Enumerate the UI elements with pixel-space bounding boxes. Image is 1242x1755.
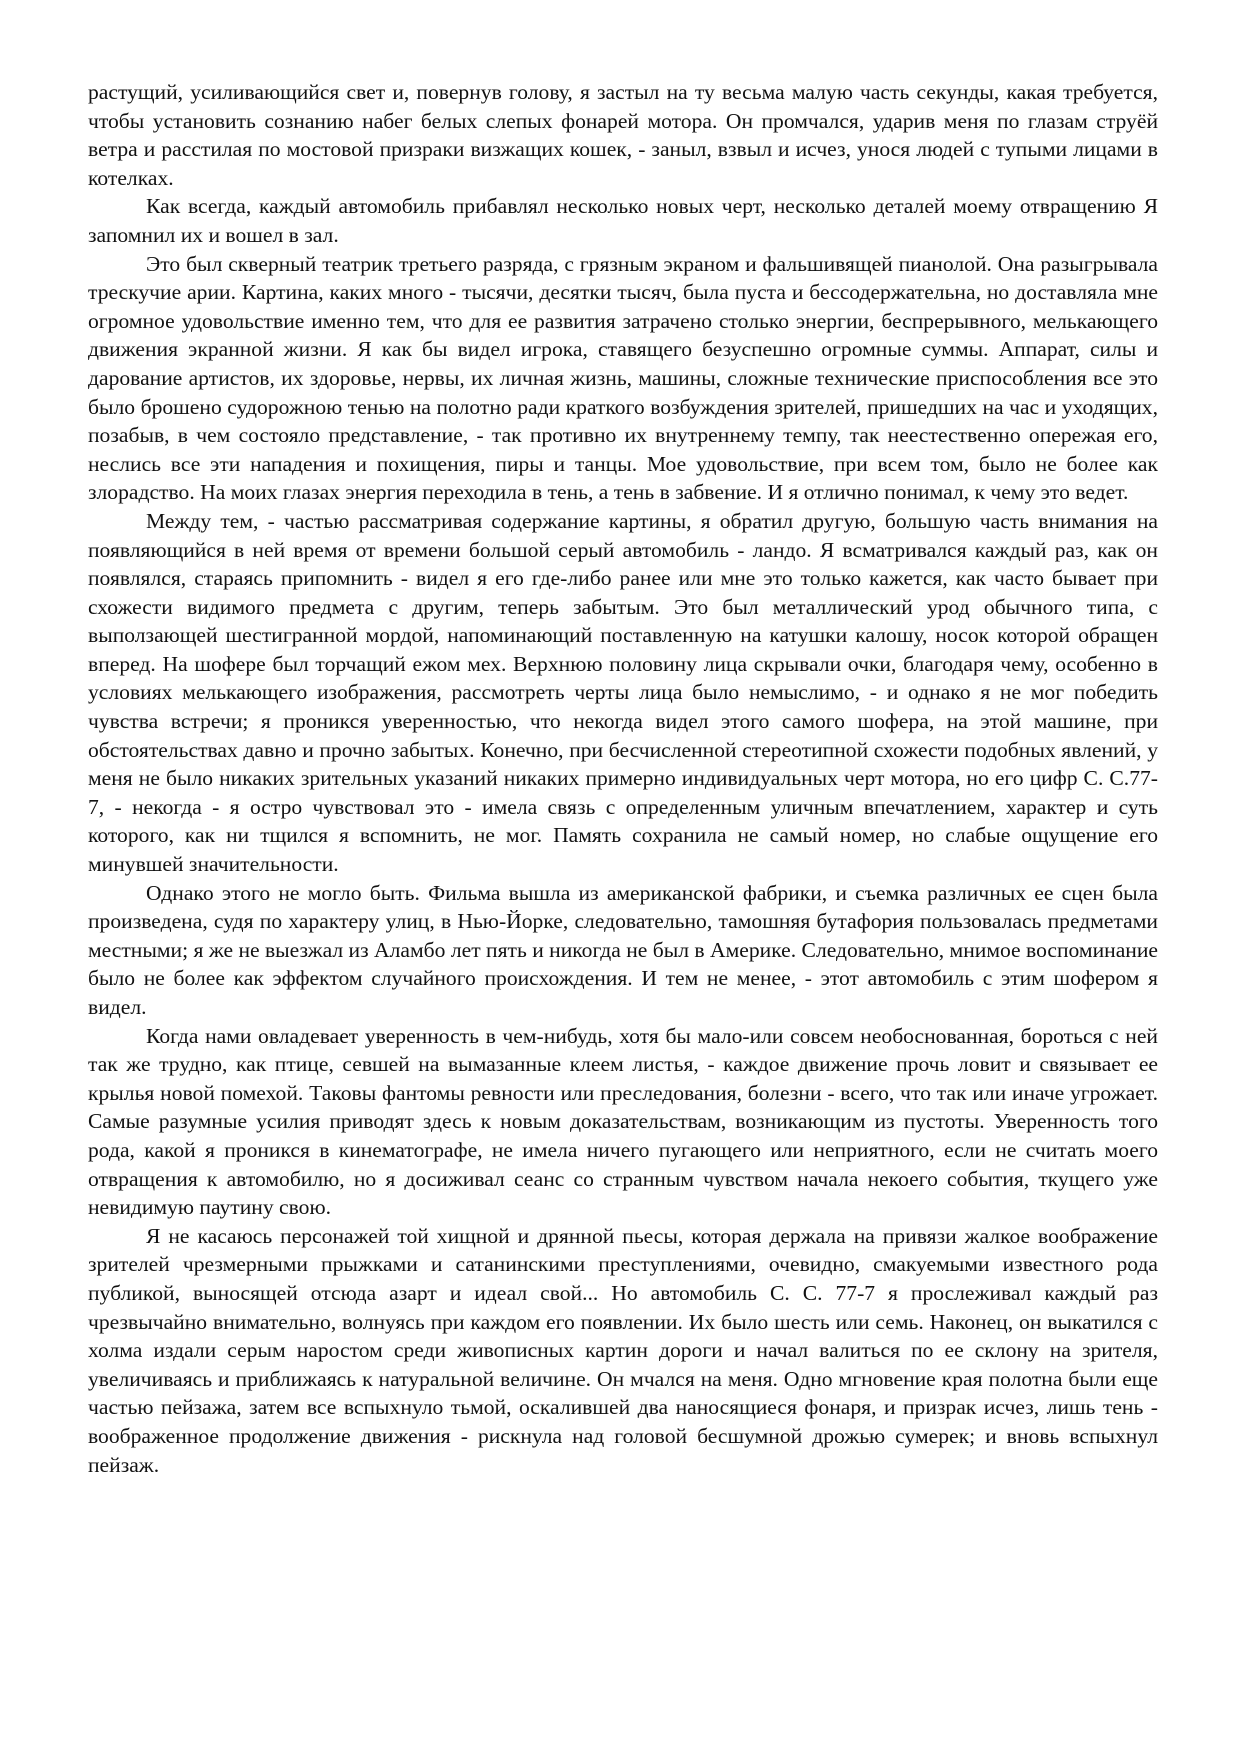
paragraph: Как всегда, каждый автомобиль прибавлял несколько новых черт, несколько деталей моему отвращению Я запомнил их и вошел в зал.	[88, 194, 1158, 247]
paragraph: растущий, усиливающийся свет и, повернув голову, я застыл на ту весьма малую часть секунды, какая требуется, чтобы установить сознанию набег белых слепых фонарей мотора. Он промчался, ударив меня по глазам струёй ветра и расстилая по мостовой призраки визжащих кошек, - заныл, взвыл и исчез, унося людей с тупыми лицами в котелках.	[88, 80, 1158, 190]
paragraph: Я не касаюсь персонажей той хищной и дрянной пьесы, которая держала на привязи жалкое воображение зрителей чрезмерными прыжками и сатанинскими преступлениями, очевидно, смакуемыми известного рода публикой, выносящей отсюда азарт и идеал свой... Но автомобиль С. С. 77-7 я прослеживал каждый раз чрезвычайно внимательно, волнуясь при каждом его появлении. Их было шесть или семь. Наконец, он выкатился с холма издали серым наростом среди живописных картин дороги и начал валиться по ее склону на зрителя, увеличиваясь и приближаясь к натуральной величине. Он мчался на меня. Одно мгновение края полотна были еще частью пейзажа, затем все вспыхнуло тьмой, оскалившей два наносящиеся фонаря, и призрак исчез, лишь тень - воображенное продолжение движения - рискнула над головой бесшумной дрожью сумерек; и вновь вспыхнул пейзаж.	[88, 1223, 1158, 1477]
paragraph: Это был скверный театрик третьего разряда, с грязным экраном и фальшивящей пианолой. Она разыгрывала трескучие арии. Картина, каких много - тысячи, десятки тысяч, была пуста и бессодержательна, но доставляла мне огромное удовольствие именно тем, что для ее развития затрачено столько энергии, беспрерывного, мелькающего движения экранной жизни. Я как бы видел игрока, ставящего безуспешно огромные суммы. Аппарат, силы и дарование артистов, их здоровье, нервы, их личная жизнь, машины, сложные технические приспособления все это было брошено судорожною тенью на полотно ради краткого возбуждения зрителей, пришедших на час и уходящих, позабыв, в чем состояло представление, - так противно их внутреннему темпу, так неестественно опережая его, неслись все эти нападения и похищения, пиры и танцы. Мое удовольствие, при всем том, было не более как злорадство. На моих глазах энергия переходила в тень, а тень в забвение. И я отлично понимал, к чему это ведет.	[88, 251, 1158, 505]
paragraph: Однако этого не могло быть. Фильма вышла из американской фабрики, и съемка различных ее сцен была произведена, судя по характеру улиц, в Нью-Йорке, следовательно, тамошняя бутафория пользовалась предметами местными; я же не выезжал из Аламбо лет пять и никогда не был в Америке. Следовательно, мнимое воспоминание было не более как эффектом случайного происхождения. И тем не менее, - этот автомобиль с этим шофером я видел.	[88, 880, 1158, 1019]
paragraph: Когда нами овладевает уверенность в чем-нибудь, хотя бы мало-или совсем необоснованная, бороться с ней так же трудно, как птице, севшей на вымазанные клеем листья, - каждое движение прочь ловит и связывает ее крылья новой помехой. Таковы фантомы ревности или преследования, болезни - всего, что так или иначе угрожает. Самые разумные усилия приводят здесь к новым доказательствам, возникающим из пустоты. Уверенность того рода, какой я проникся в кинематографе, не имела ничего пугающего или неприятного, если не считать моего отвращения к автомобилю, но я досиживал сеанс со странным чувством начала некоего события, ткущего уже невидимую паутину свою.	[88, 1023, 1158, 1220]
paragraph: Между тем, - частью рассматривая содержание картины, я обратил другую, большую часть внимания на появляющийся в ней время от времени большой серый автомобиль - ландо. Я всматривался каждый раз, как он появлялся, стараясь припомнить - видел я его где-либо ранее или мне это только кажется, как часто бывает при схожести видимого предмета с другим, теперь забытым. Это был металлический урод обычного типа, с выползающей шестигранной мордой, напоминающий поставленную на катушки калошу, носок которой обращен вперед. На шофере был торчащий ежом мех. Верхнюю половину лица скрывали очки, благодаря чему, особенно в условиях мелькающего изображения, рассмотреть черты лица было немыслимо, - и однако я не мог победить чувства встречи; я проникся уверенностью, что некогда видел этого самого шофера, на этой машине, при обстоятельствах давно и прочно забытых. Конечно, при бесчисленной стереотипной схожести подобных явлений, у меня не было никаких зрительных указаний никаких примерно индивидуальных черт мотора, но его цифр С. С.77-7, - некогда - я остро чувствовал это - имела связь с определенным уличным впечатлением, характер и суть которого, как ни тщился я вспомнить, не мог. Память сохранила не самый номер, но слабые ощущение его минувшей значительности.	[88, 508, 1158, 877]
document-page	[88, 78, 1158, 1479]
